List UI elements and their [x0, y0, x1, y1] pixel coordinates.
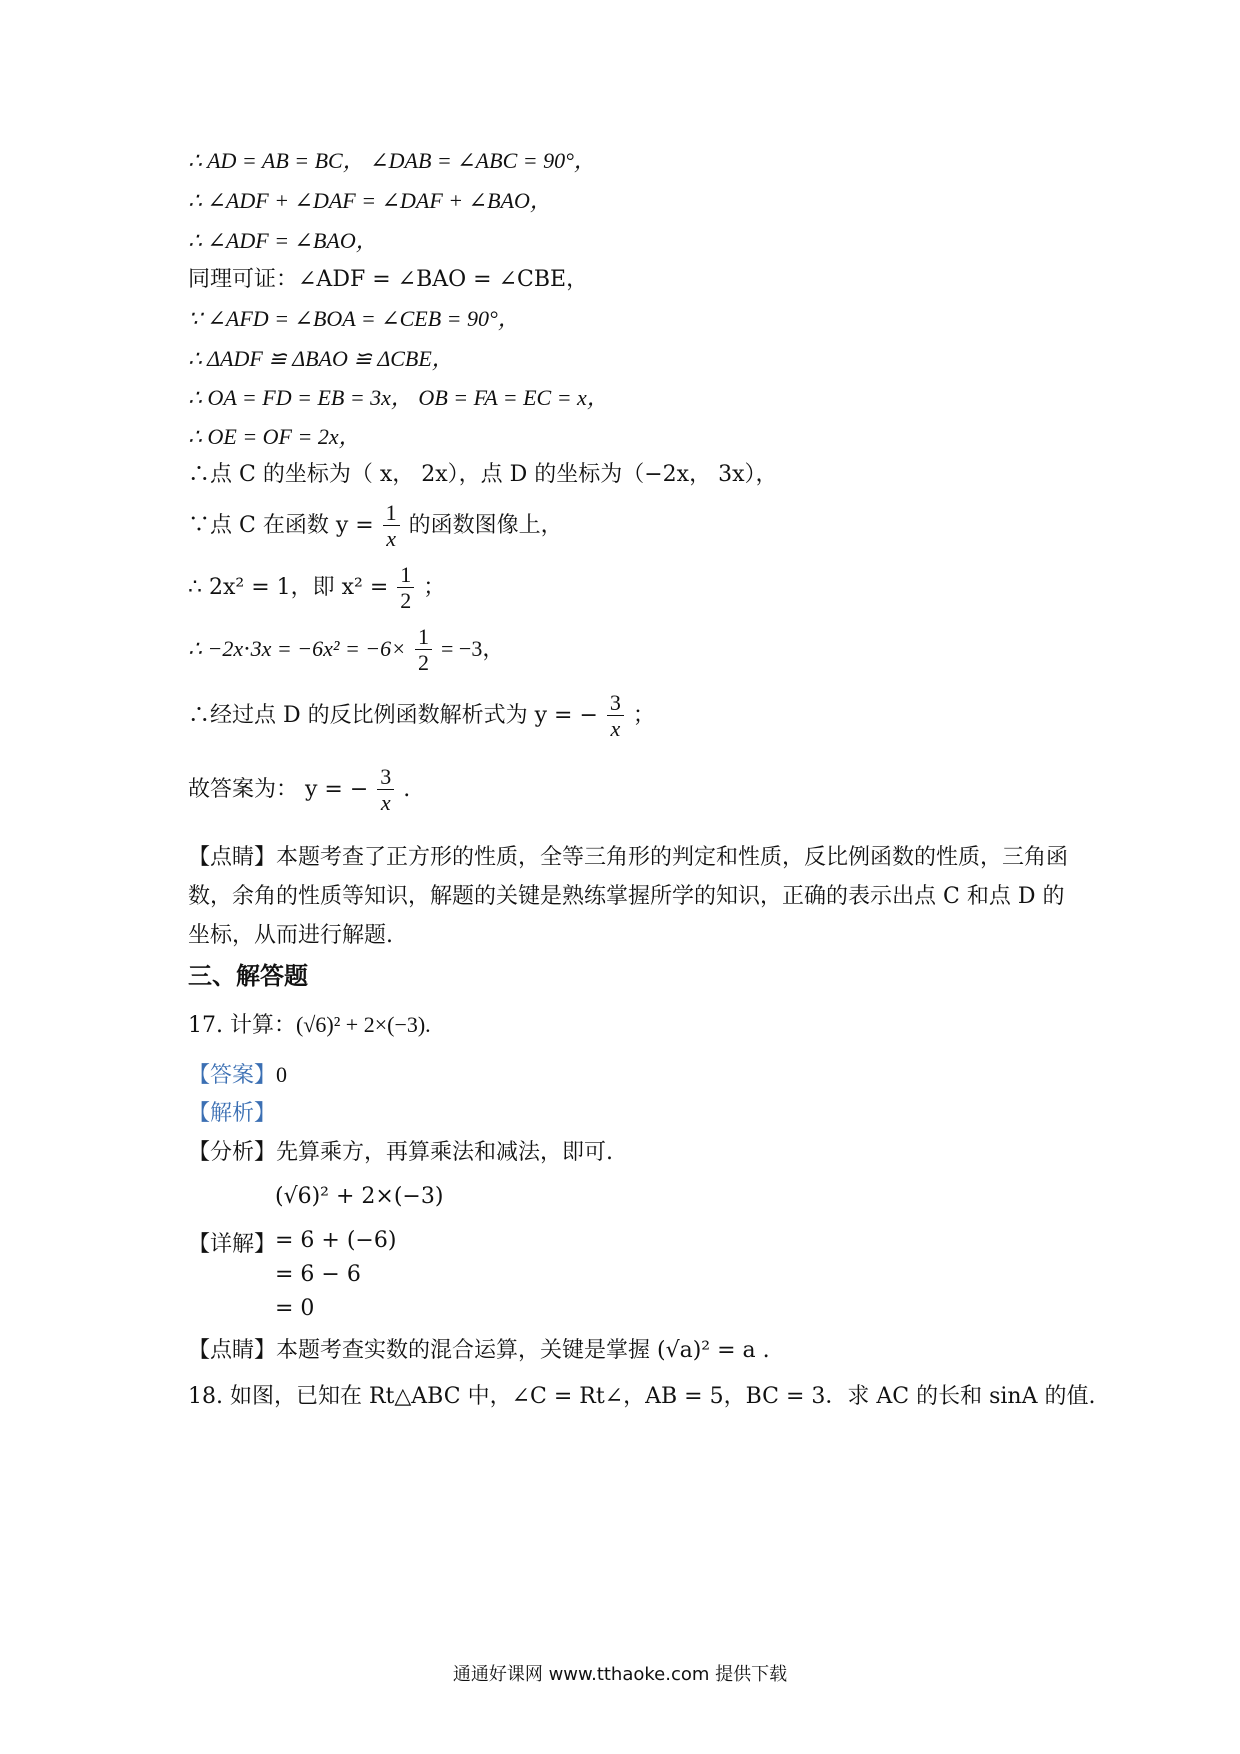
q17-step-1: (√6)² + 2×(−3) — [275, 1184, 444, 1209]
proof-line-11: ∴ 2x² = 1，即 x² = $\frac{1}{2}$ ； — [188, 562, 446, 614]
proof-line-12: ∴ −2x⋅3x = −6x² = −6× $\frac{1}{2}$ = −3， — [188, 624, 505, 676]
proof-line-10: ∵点 C 在函数 y = $\frac{1}{x}$ 的函数图像上， — [188, 500, 563, 552]
dianjing-tag-2: 【点睛】 — [188, 1338, 277, 1363]
q17-jiexi — [188, 1101, 276, 1127]
q17-step-3: = 6 − 6 — [275, 1262, 361, 1287]
fraction-1-over-2: $\frac{1}{2}$ — [397, 562, 414, 614]
dianjing-line-2: 数，余角的性质等知识，解题的关键是熟练掌握所学的知识，正确的表示出点 C 和点 D 的 — [188, 884, 1065, 909]
proof-line-3: ∴ ∠ADF = ∠BAO， — [188, 228, 378, 253]
jiexi-tag: 【解析】 — [188, 1101, 277, 1126]
proof-line-2: ∴ ∠ADF + ∠DAF = ∠DAF + ∠BAO， — [188, 188, 552, 213]
proof-line-8: ∴ OE = OF = 2x， — [188, 424, 361, 449]
xiangjie-tag: 【详解】 — [188, 1232, 277, 1257]
proof-line-6: ∴ ΔADF ≌ ΔBAO ≌ ΔCBE， — [188, 346, 454, 371]
fraction-1-over-2-b: $\frac{1}{2}$ — [415, 624, 432, 676]
section-heading: 三、解答题 — [188, 962, 308, 990]
dianjing-line-1: 【点睛】本题考查了正方形的性质，全等三角形的判定和性质，反比例函数的性质，三角函 — [188, 845, 1069, 870]
proof-line-5: ∵ ∠AFD = ∠BOA = ∠CEB = 90°， — [188, 306, 520, 331]
fraction-1-over-x: $\frac{1}{x}$ — [383, 500, 400, 552]
proof-line-7: ∴ OA = FD = EB = 3x， OB = FA = EC = x， — [188, 385, 609, 410]
fenxi-tag: 【分析】 — [188, 1140, 277, 1165]
answer-tag: 【答案】 — [188, 1063, 277, 1088]
answer-line: 故答案为： y = − $\frac{3}{x}$ . — [188, 764, 411, 816]
fraction-3-over-x-b: $\frac{3}{x}$ — [377, 764, 394, 816]
proof-line-4: 同理可证：∠ADF = ∠BAO = ∠CBE， — [188, 267, 589, 292]
q17-question: 17. 计算：(√6)² + 2×(−3). — [188, 1012, 431, 1038]
proof-line-9: ∴点 C 的坐标为（ x， 2x），点 D 的坐标为（−2x， 3x）， — [188, 462, 778, 487]
q17-fenxi: 【分析】先算乘方，再算乘法和减法，即可. — [188, 1140, 614, 1165]
fraction-3-over-x: $\frac{3}{x}$ — [607, 690, 624, 742]
q18-question: 18. 如图，已知在 Rt△ABC 中，∠C = Rt∠，AB = 5，BC = 3．求 AC 的长和 sinA 的值. — [188, 1384, 1096, 1409]
q17-dianjing: 【点睛】本题考查实数的混合运算，关键是掌握 (√a)² = a . — [188, 1338, 770, 1363]
proof-line-1: ∴ AD = AB = BC， ∠DAB = ∠ABC = 90°， — [188, 148, 596, 173]
q17-xiangjie — [188, 1232, 276, 1258]
proof-line-13: ∴经过点 D 的反比例函数解析式为 y = − $\frac{3}{x}$ ； — [188, 690, 655, 742]
dianjing-tag: 【点睛】 — [188, 845, 277, 870]
q17-step-4: = 0 — [275, 1296, 315, 1321]
page-footer: 通通好课网 www.tthaoke.com 提供下载 — [452, 1664, 788, 1685]
dianjing-line-3: 坐标，从而进行解题. — [188, 923, 393, 948]
q17-step-2: = 6 + (−6) — [275, 1228, 397, 1253]
q17-answer: 【答案】0 — [188, 1062, 288, 1088]
